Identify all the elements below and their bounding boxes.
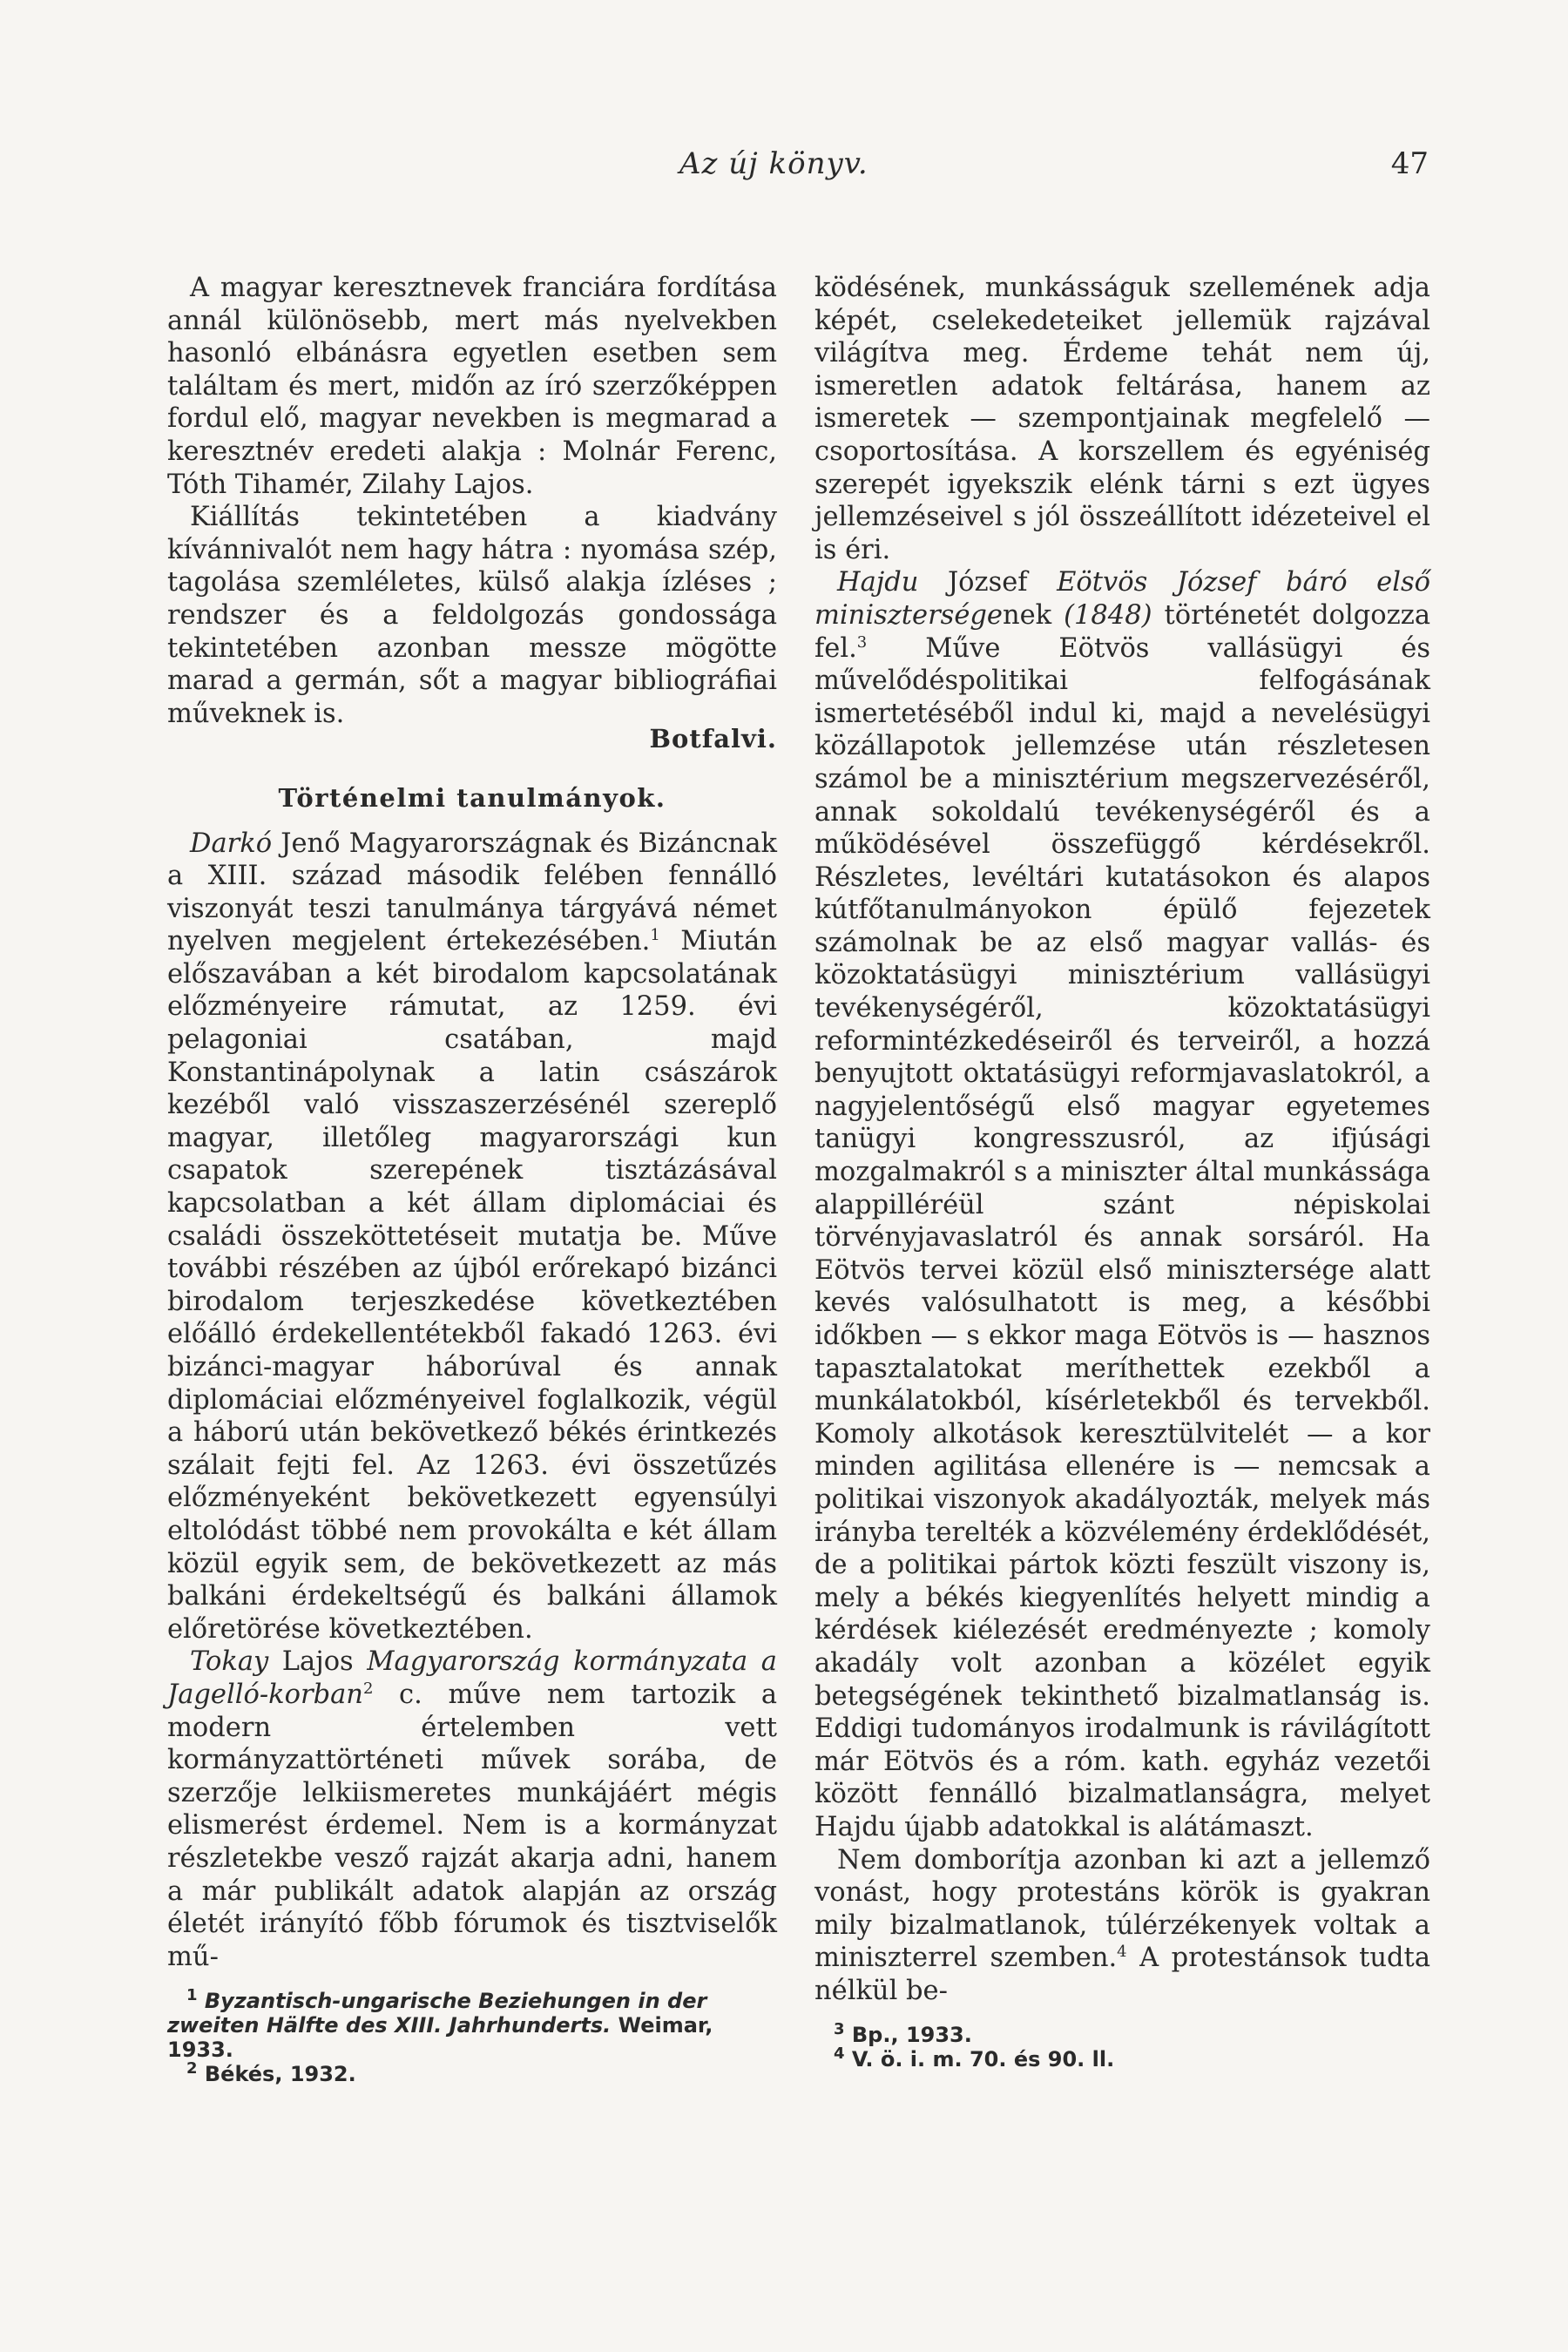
paragraph-text: Nem domborítja azonban ki azt a jellemző vonást, hogy protestáns körök is gyakran mily bizalmatlanok, túlérzékenyek voltak a miniszterrel szemben. <box>814 1844 1430 1974</box>
footnote-text: Békés, 1932. <box>204 2062 356 2087</box>
paragraph-text: A protestánsok tudta nélkül be- <box>814 1943 1430 2006</box>
paragraph-text: Műve Eötvös vallásügyi és művelődéspolitikai felfogásának ismertetéséből indul ki, majd a nevelésügyi közállapotok jellemzése után részletesen számol be a minisztérium megszervezéséről, annak sokoldalú tevékenységéről és a működésével összefüggő kérdésekről. Részletes, levéltári kutatásokon és alapos kútfőtanulmányokon épülő fejezetek számolnak be az első magyar vallás- és közoktatásügyi minisztérium vallásügyi tevékenységéről, közoktatásügyi reformintézkedéseiről és terveiről, a hozzá benyujtott oktatásügyi reformjavaslatokról, a nagyjelentőségű első magyar egyetemes tanügyi kongresszusról, az ifjúsági mozgalmakról s a miniszter által munkássága alappilléréül szánt népiskolai törvényjavaslatról és annak sorsáról. Ha Eötvös tervei közül első minisztersége alatt kevés valósulhatott is meg, a későbbi időkben — s ekkor maga Eötvös is — hasznos tapasztalatokat meríthettek ezekből a munkálatokból, kísérletekből és tervekből. Komoly alkotások keresztülvitelét — a kor minden agilitása ellenére is — nemcsak a politikai viszonyok akadályozták, melyek más irányba terelték a közvélemény érdeklődését, de a politikai pártok közti feszült viszony is, mely a békés kiegyenlítés helyett mindig a kérdések kiélezését eredményezte ; komoly akadály volt azonban a közélet egyik betegségének tekinthető bizalmatlanság is. Eddigi tudományos irodalmunk is rávilágított már Eötvös és a róm. kath. egyház vezetői között fennálló bizalmatlanságra, melyet Hajdu újabb adatokkal is alátámaszt. <box>814 632 1430 1842</box>
footnote-ref: 3 <box>856 632 868 652</box>
book-title: Eötvös József báró első minisztersége <box>814 567 1430 631</box>
footnote-text: Weimar, 1933. <box>167 2013 713 2063</box>
paragraph <box>814 566 1430 1843</box>
review-signature: Botfalvi. <box>649 724 777 754</box>
paragraph-text: Miután előszavában a két birodalom kapcsolatának előzményeire rámutat, az 1259. évi pelagoniai csatában, majd Konstantinápolynak a latin császárok kezéből való visszaszerzésénél szereplő magyar, illetőleg magyarországi kun csapatok szerepének tisztázásával kapcsolatban a két állam diplomáciai és családi összeköttetéseit mutatja be. Műve további részében az újból erőrekapó bizánci birodalom terjeszkedése következtében előálló érdekellentétekből fakadó 1263. évi bizánci-magyar háborúval és annak diplomáciai előzményeivel foglalkozik, végül a háború után bekövetkező békés érintkezés szálait fejti fel. Az 1263. évi összetűzés előzményeként bekövetkezett egyensúlyi eltolódást többé nem provokálta e két állam közül egyik sem, de bekövetkezett az más balkáni érdekeltségű és balkáni államok előretörése következtében. <box>167 926 777 1645</box>
footnote-mark: 4 <box>834 2044 845 2064</box>
footnote-mark: 1 <box>186 1986 198 2005</box>
paragraph-text: Lajos <box>268 1646 368 1678</box>
paragraph-text: Jenő Magyarországnak és Bizáncnak a XIII. század második felében fennálló viszonyát teszi tanulmánya tárgyává német nyelven megjelent értekezésében. <box>167 828 777 957</box>
paragraph-text: történetét dolgozza fel. <box>814 599 1430 664</box>
footnote-mark: 3 <box>834 2020 845 2039</box>
page-number: 47 <box>1390 146 1429 181</box>
book-title: Magyarország kormányzata a Jagelló-korban <box>167 1646 777 1710</box>
author-name: Hajdu <box>837 567 919 598</box>
section-heading: Történelmi tanulmányok. <box>278 782 666 813</box>
footnote-ref: 2 <box>362 1679 374 1698</box>
paragraph: A magyar keresztnevek franciára fordítása annál különösebb, mert más nyelvekben hasonló elbánásra egyetlen esetben sem találtam és mert, midőn az író szerzőképpen fordul elő, magyar nevekben is megmarad a keresztnév eredeti alakja : Molnár Ferenc, Tóth Tihamér, Zilahy Lajos. <box>167 273 777 500</box>
footnote-ref: 4 <box>1117 1943 1127 1962</box>
footnote-mark: 2 <box>186 2059 198 2078</box>
book-title-year: (1848) <box>1064 599 1152 631</box>
footnote <box>167 1986 777 2063</box>
paragraph-text: nek <box>1002 599 1064 631</box>
footnotes <box>814 2020 1430 2072</box>
footnote <box>167 2059 777 2087</box>
paragraph-text: József <box>918 567 1058 598</box>
paragraph <box>814 1844 1430 2008</box>
paragraph: Kiállítás tekintetében a kiadvány kívánnivalót nem hagy hátra : nyomása szép, tagolása szemléletes, külső alakja ízléses ; rendszer és a feldolgozás gondossága tekintetében azonban messze mögötte marad a germán, sőt a magyar bibliográfiai műveknek is. <box>167 502 777 729</box>
paragraph-text: c. műve nem tartozik a modern értelemben vett kormányzattörténeti művek sorába, de szerzője lelkiismeretes munkájáért mégis elismerést érdemel. Nem is a kormányzat részletekbe vesző rajzát akarja adni, hanem a már publikált adatok alapján az ország életét irányító főbb fórumok és tisztviselők mű- <box>167 1679 777 1972</box>
paragraph <box>167 1646 777 1973</box>
right-column <box>814 272 1430 2072</box>
running-title: Az új könyv. <box>679 146 868 181</box>
left-column <box>167 272 777 2086</box>
footnote-text: Bp., 1933. <box>851 2023 972 2048</box>
footnote-text: V. ö. i. m. 70. és 90. ll. <box>851 2047 1115 2072</box>
footnote <box>814 2044 1430 2072</box>
footnotes <box>167 1986 777 2087</box>
author-name: Tokay <box>190 1646 269 1678</box>
footnote <box>814 2020 1430 2048</box>
footnote-ref: 1 <box>650 926 660 945</box>
running-header <box>679 146 1429 199</box>
footnote-title: Byzantisch-ungarische Beziehungen in der zweiten Hälfte des XIII. Jahrhunderts. <box>167 1989 707 2038</box>
author-name: Darkó <box>190 828 273 859</box>
paragraph <box>167 828 777 1646</box>
paragraph: ködésének, munkásságuk szellemének adja képét, cselekedeteiket jellemük rajzával világítva meg. Érdeme tehát nem új, ismeretlen adatok feltárása, hanem az ismeretek — szempontjainak megfelelő — csoportosítása. A korszellem és egyéniség szerepét igyekszik elénk tárni s ezt ügyes jellemzéseivel s jól összeállított idézeteivel el is éri. <box>814 273 1430 565</box>
